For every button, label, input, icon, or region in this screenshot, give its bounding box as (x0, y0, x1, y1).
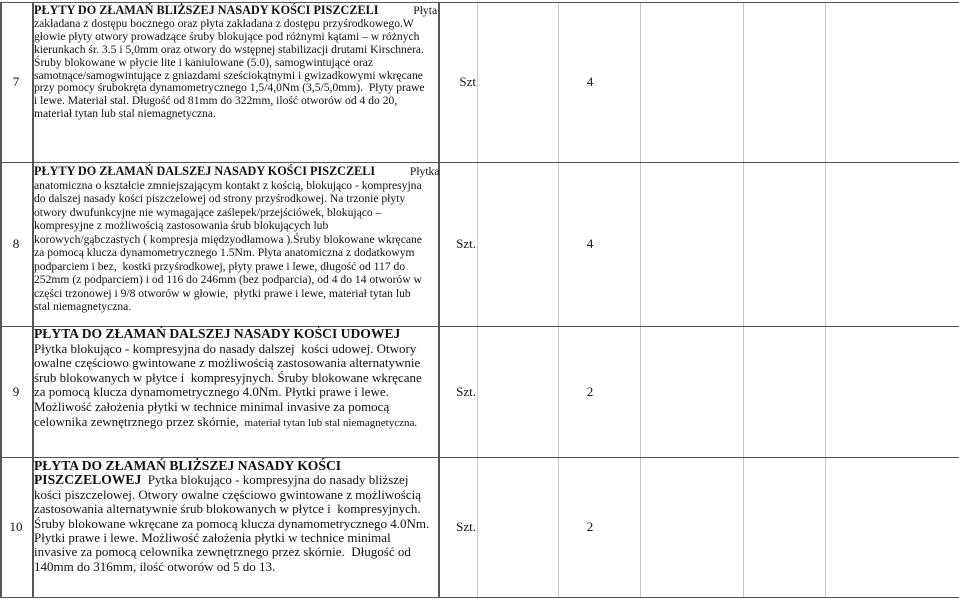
item-description (34, 165, 438, 314)
unit: Szt (459, 74, 476, 89)
description-text: stal niemagnetyczna. (34, 300, 132, 313)
description-text: części trzonowej i 9/8 otworów w głowie, płytki prawe i lewe, materiał tytan lub (34, 286, 411, 300)
description-text: Pytka blokująco - kompresyjna do nasady bliższej (141, 472, 409, 488)
description-line (34, 517, 438, 531)
description-line (34, 400, 438, 415)
description-line (34, 531, 438, 545)
description-text: Śruby blokowane wkręcane za pomocą klucza dynamometrycznego 4.0Nm. (34, 515, 430, 531)
description-line (34, 356, 438, 371)
description-line (34, 206, 438, 220)
description-line (34, 327, 438, 342)
quantity: 2 (586, 383, 594, 399)
item-title: PŁYTA DO ZŁAMAŃ BLIŻSZEJ NASADY KOŚCI (34, 458, 342, 473)
description-line (34, 473, 438, 487)
description-line (34, 342, 438, 357)
description-text: Śruby blokowane w płycie lite i kaniulowane (5.0), samogwintujące oraz (34, 55, 374, 69)
description-line (34, 488, 438, 502)
description-text: 140mm do 316mm, ilość otworów od 5 do 13. (34, 558, 276, 574)
description-line (34, 300, 438, 314)
description-text: zakładana z dostępu bocznego oraz płyta zakładana z dostępu przyśrodkowego.W (34, 16, 414, 30)
description-text: korowych/gąbczastych ( kompresja międzyodłamowa ).Śruby blokowane wkręcane (34, 232, 422, 246)
description-line (34, 459, 438, 473)
description-line (34, 502, 438, 516)
quantity: 4 (586, 236, 594, 251)
description-line (34, 560, 438, 574)
description-line (34, 108, 438, 121)
description-line (34, 192, 438, 206)
table-row (0, 457, 959, 597)
item-description (34, 459, 438, 574)
row-number: 9 (12, 383, 20, 399)
description-text: anatomiczna o kształcie zmniejszającym kontakt z kością, blokująco - kompresyjna (34, 178, 422, 192)
description-text: do dalszej nasady kości piszczelowej od strony przyśrodkowej. Na trzonie płyty (34, 192, 406, 205)
unit: Szt. (456, 383, 476, 399)
description-text: za pomocą klucza dynamometrycznego 1.5Nm. Płyta anatomiczna z dodatkowym (34, 246, 415, 259)
description-text: owalne częściowo gwintowane z możliwością zastosowania alternatywnie (34, 355, 421, 371)
description-text: kości piszczelowej. Otwory owalne częściowo gwintowane z możliwością (34, 486, 421, 502)
unit: Szt. (456, 236, 476, 251)
description-text: invasive za pomocą celownika zewnętrznego przez skórnie. Długość od (34, 544, 411, 560)
description-text: Płytki prawe i lewe. Możliwość założenia płytki w technice minimal (34, 530, 391, 546)
table-row (0, 2, 959, 162)
description-line (34, 179, 438, 193)
description-line (34, 415, 438, 431)
description-text: materiał tytan lub stal niemagnetyczna. (34, 107, 216, 121)
description-text: przy pomocy śrubokręta dynamometrycznego 1,5/4,0Nm (3,5/5,0mm). Płyty prawe (34, 81, 425, 95)
description-text: śrub blokowanych w płytce i kompresyjnych. Śruby blokowane wkręcane (34, 369, 422, 385)
description-text: 252mm (z podparciem) i od 116 do 246mm (bez podparcia), od 4 do 14 otworów w (34, 273, 422, 286)
description-text: i lewe. Materiał stal. Długość od 81mm do 322mm, ilość otworów od 4 do 20, (34, 94, 398, 108)
description-line (34, 371, 438, 386)
description-line (34, 287, 438, 301)
description-line (34, 4, 438, 18)
row-number: 7 (12, 74, 20, 89)
description-text: celownika zewnętrznego przez skórnie, (34, 413, 240, 429)
description-line (34, 165, 438, 179)
description-line (34, 545, 438, 559)
item-title: PŁYTY DO ZŁAMAŃ BLIŻSZEJ NASADY KOŚCI PISZCZELI (34, 3, 379, 17)
row-number: 10 (9, 519, 23, 534)
quantity: 2 (586, 519, 594, 534)
item-description (34, 327, 438, 430)
row-divider (0, 597, 959, 598)
description-line (34, 233, 438, 247)
description-line (34, 219, 438, 233)
item-title: PISZCZELOWEJ (34, 472, 142, 488)
description-text: głowie płyty otwory prowadzące śruby blokujące pod różnymi kątami – w różnych (34, 29, 420, 43)
description-line (34, 273, 438, 287)
row-number: 8 (12, 236, 20, 251)
description-text: Możliwość założenia płytki w technice minimal invasive za pomocą (34, 398, 390, 414)
quantity: 4 (586, 74, 594, 89)
unit: Szt. (456, 519, 476, 534)
description-text: Płyta (378, 4, 438, 17)
item-title: PŁYTY DO ZŁAMAŃ DALSZEJ NASADY KOŚCI PISZCZELI (34, 164, 376, 178)
table-row (0, 326, 959, 457)
description-line (34, 260, 438, 274)
item-description (34, 4, 438, 121)
description-text: otwory dwufunkcyjne nie wymagające zaślepek/przejściówek, blokująco – (34, 205, 382, 219)
description-text: zastosowania alternatywnie śrub blokowanych w płytce i kompresyjnych. (34, 501, 421, 517)
description-text: za pomocą klucza dynamometrycznego 4.0Nm. Płytki prawe i lewe. (34, 384, 389, 400)
description-line (34, 385, 438, 400)
description-text-small: materiał tytan lub stal niemagnetyczna. (239, 416, 418, 429)
item-title: PŁYTA DO ZŁAMAŃ DALSZEJ NASADY KOŚCI UDOWEJ (34, 326, 401, 341)
description-text: samotnące/samogwintujące z gniazdami sześciokątnymi i gwizadkowymi wkręcane (34, 68, 423, 82)
description-text: podparciem i bez, kostki przyśrodkowej, płyty prawe i lewe, długość od 117 do (34, 259, 406, 273)
description-line (34, 246, 438, 260)
description-text: Płytka (375, 165, 440, 178)
description-text: Płytka blokująco - kompresyjna do nasady dalszej kości udowej. Otwory (34, 340, 417, 356)
description-text: kompresyjne z możliwością zastosowania śrub blokujących lub (34, 219, 329, 232)
table-row (0, 162, 959, 326)
description-text: kierunkach śr. 3.5 i 5,0mm oraz otwory do wstępnej stabilizacji drutami Kirschnera. (34, 42, 424, 56)
